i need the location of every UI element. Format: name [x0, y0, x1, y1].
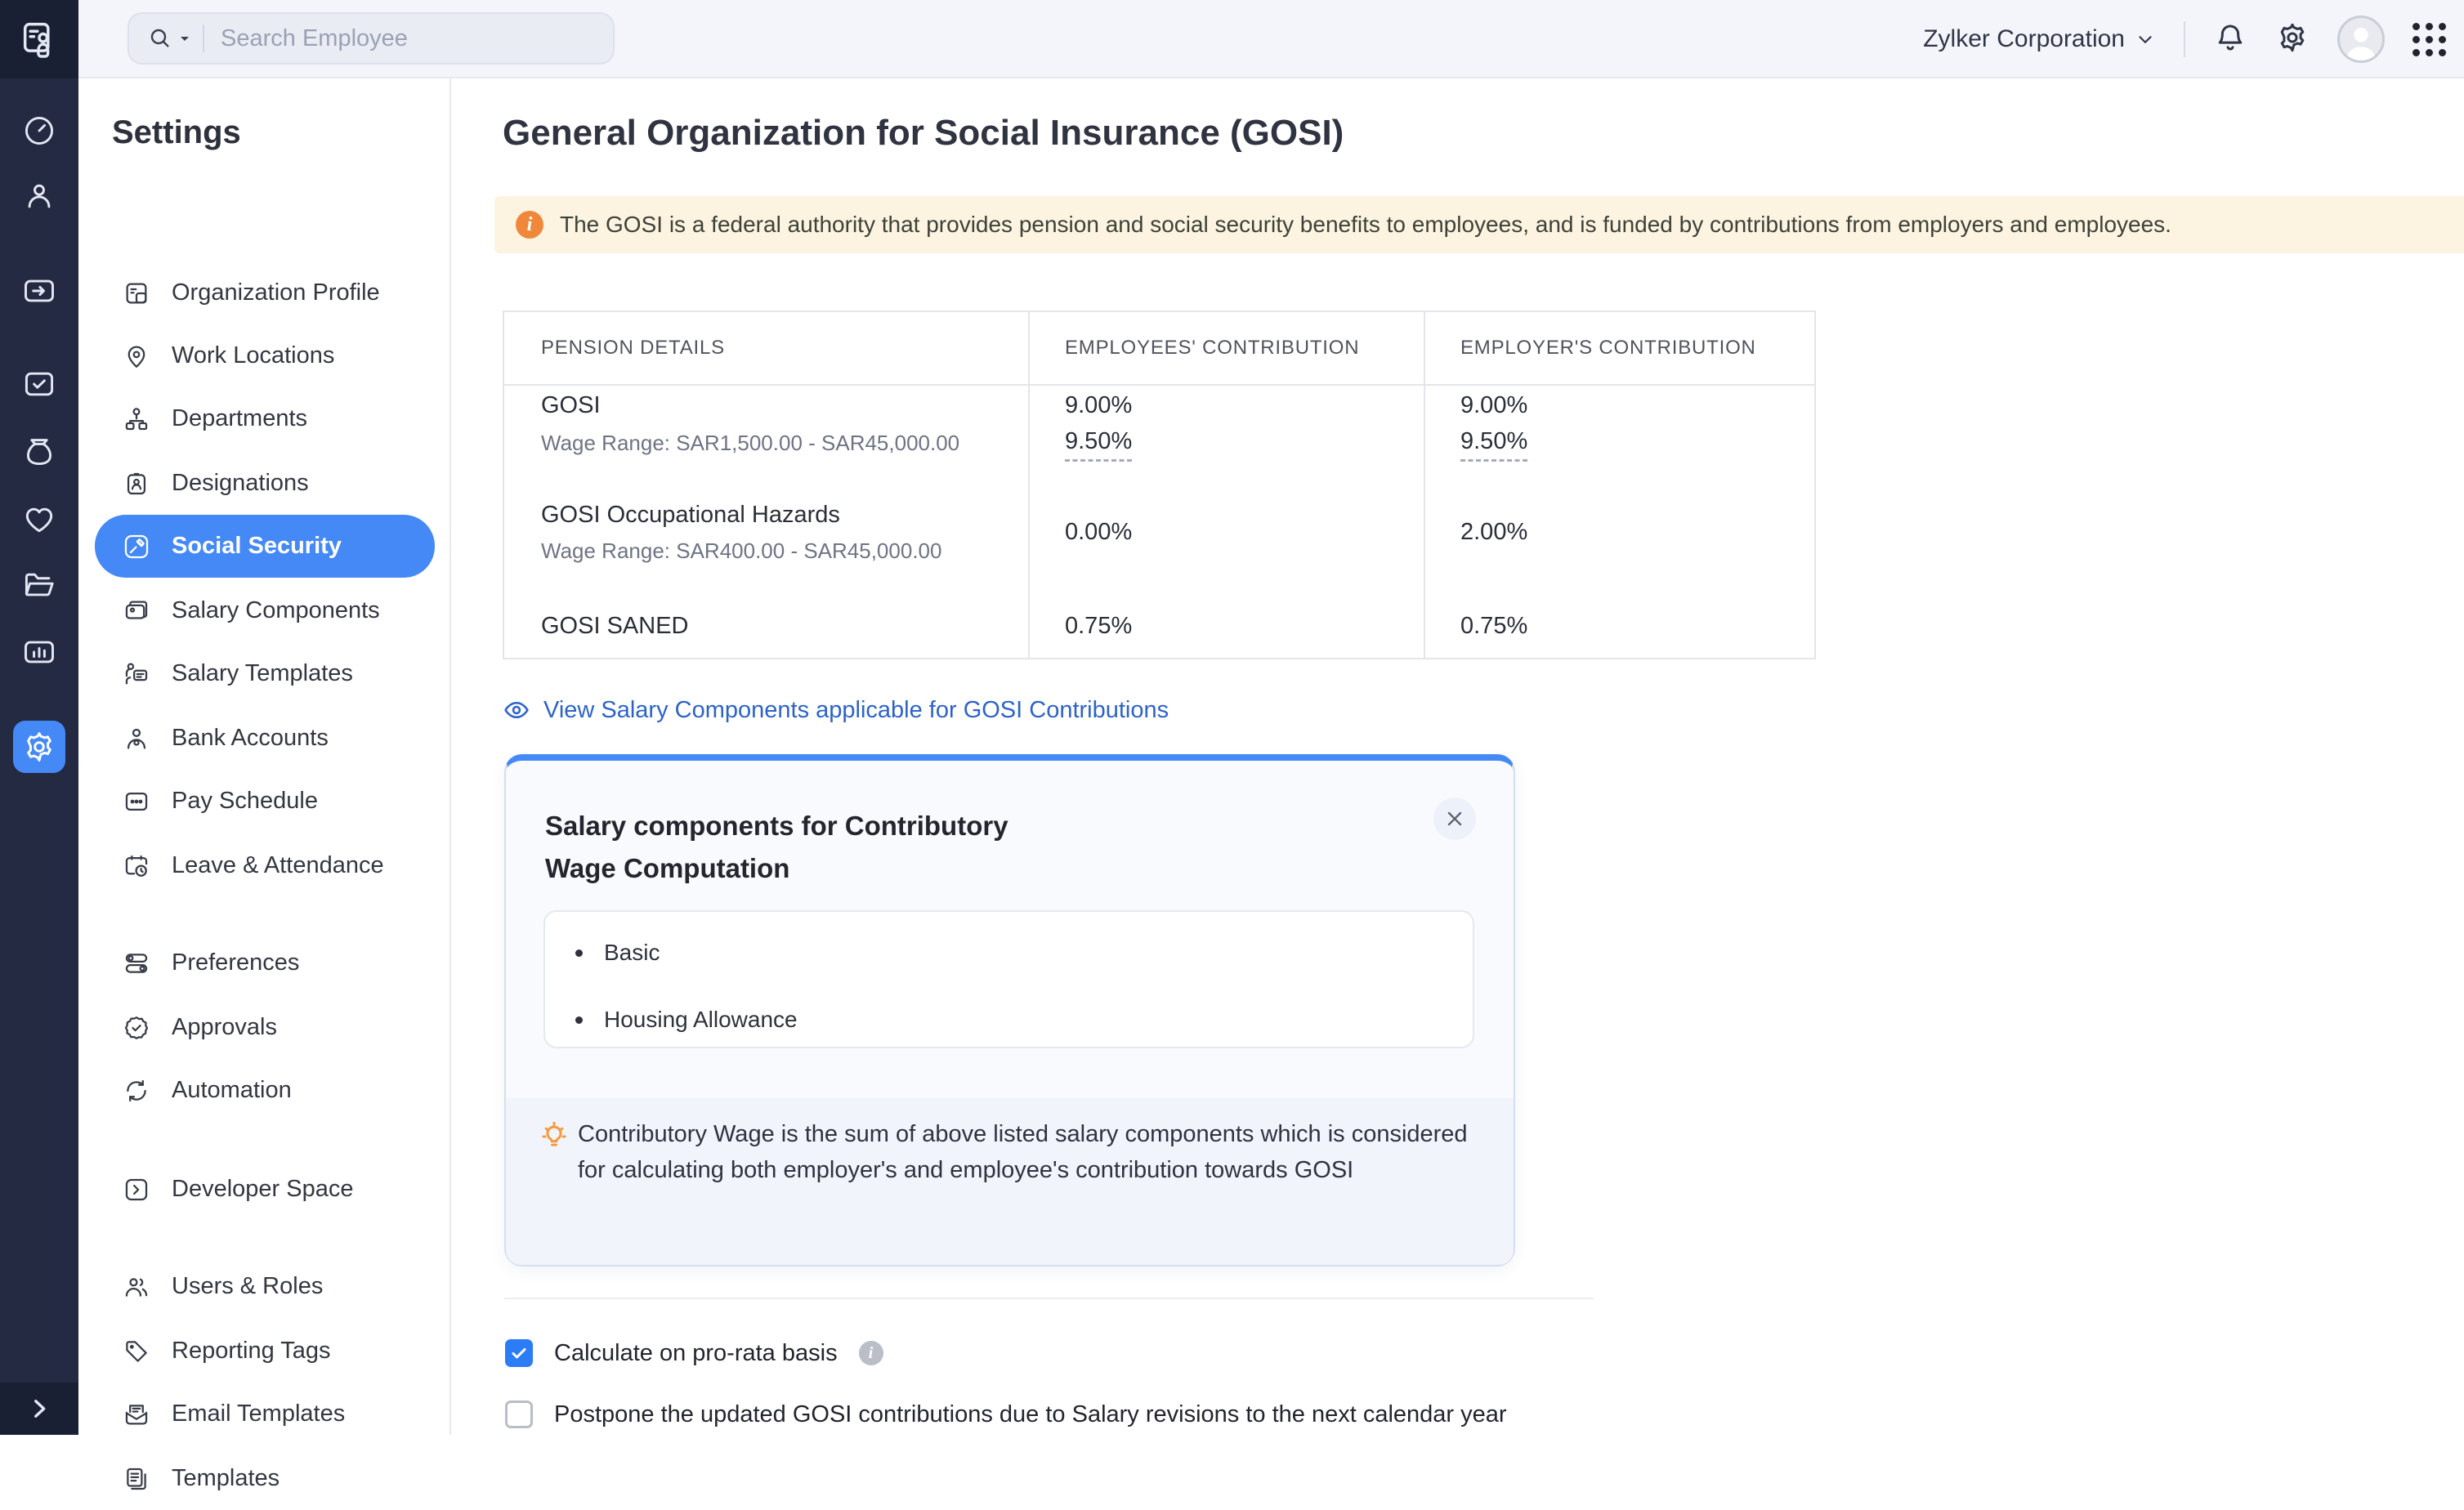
search-divider [203, 25, 204, 52]
gosi-table [503, 310, 1816, 659]
component-item: Basic [575, 940, 660, 966]
menu-item-leave-attendance[interactable]: Leave & Attendance [95, 834, 435, 897]
search-scope-caret-icon[interactable] [178, 32, 191, 45]
col-header-employees-contribution: EMPLOYEES' CONTRIBUTION [1065, 337, 1360, 359]
page-title: General Organization for Social Insurance (GOSI) [503, 113, 1344, 153]
main-content [451, 78, 2464, 1435]
menu-item-email-templates[interactable]: Email Templates [95, 1383, 435, 1445]
salary-components-popup [504, 754, 1515, 1267]
gosi-employee-rate: 9.00% [1065, 392, 1133, 418]
bullet [575, 949, 583, 957]
settings-panel [78, 78, 451, 1491]
menu-item-designations[interactable]: Designations [95, 452, 435, 515]
gosi-employee-rate-updated[interactable]: 9.50% [1065, 428, 1132, 455]
app-logo[interactable] [0, 0, 78, 78]
close-icon [1443, 807, 1466, 830]
avatar-silhouette-icon [2341, 20, 2381, 60]
view-salary-components-link[interactable]: View Salary Components applicable for GOSI Contributions [503, 696, 1169, 724]
col-header-pension-details: PENSION DETAILS [541, 337, 725, 359]
menu-item-salary-components[interactable]: Salary Components [95, 579, 435, 642]
row-hazards-name: GOSI Occupational Hazards [541, 502, 840, 528]
row-saned-name: GOSI SANED [541, 613, 689, 639]
employees-icon[interactable] [20, 176, 59, 216]
hierarchy-icon [123, 405, 150, 433]
menu-item-organization-profile[interactable]: Organization Profile [95, 261, 435, 324]
row-gosi-wage-range: Wage Range: SAR1,500.00 - SAR45,000.00 [541, 431, 960, 455]
person-coin-icon [123, 725, 150, 753]
reports-icon[interactable] [20, 632, 59, 672]
hazards-employer-rate: 2.00% [1460, 519, 1528, 545]
expand-chevron-icon[interactable] [25, 1395, 53, 1423]
app-rail [0, 0, 78, 1435]
saned-employee-rate: 0.75% [1065, 613, 1133, 639]
close-button[interactable] [1433, 797, 1476, 840]
menu-item-templates[interactable]: Templates [95, 1447, 435, 1510]
gosi-employer-rate: 9.00% [1460, 392, 1528, 418]
pro-rata-label: Calculate on pro-rata basis [554, 1339, 838, 1366]
payroll-money-bag-icon[interactable] [20, 433, 59, 472]
menu-item-bank-accounts[interactable]: Bank Accounts [95, 707, 435, 770]
saned-employer-rate: 0.75% [1460, 613, 1528, 639]
note-text: Contributory Wage is the sum of above listed salary components which is considered for calculating both employer's and employee's contribution towards GOSI [578, 1121, 1468, 1183]
info-icon: i [516, 211, 543, 239]
tag-icon [123, 1338, 150, 1365]
building-icon [123, 279, 150, 307]
dev-console-icon [123, 1176, 150, 1204]
employee-search [127, 12, 615, 65]
pro-rata-row [505, 1339, 883, 1367]
calendar-dots-icon [123, 788, 150, 815]
apps-grid-icon[interactable] [2413, 23, 2446, 56]
pay-runs-icon[interactable] [20, 271, 59, 310]
settings-icon[interactable] [13, 721, 65, 773]
gear-icon[interactable] [2275, 20, 2310, 59]
chevron-down-icon [2135, 29, 2156, 50]
wallet-icon [123, 597, 150, 625]
menu-item-pay-schedule[interactable]: Pay Schedule [95, 770, 435, 833]
check-icon [509, 1343, 529, 1363]
popup-title: Salary components for Contributory Wage Computation [545, 811, 1008, 883]
sync-icon [123, 1077, 150, 1105]
id-badge-icon [123, 470, 150, 498]
components-list-card [543, 910, 1474, 1048]
postpone-row [505, 1401, 1507, 1428]
eye-icon [503, 696, 530, 724]
menu-item-approvals[interactable]: Approvals [95, 996, 435, 1059]
postpone-checkbox[interactable] [505, 1401, 533, 1428]
menu-item-automation[interactable]: Automation [95, 1059, 435, 1122]
info-banner [494, 196, 2464, 253]
gosi-employer-rate-updated[interactable]: 9.50% [1460, 428, 1527, 455]
map-pin-icon [123, 342, 150, 370]
person-card-icon [123, 660, 150, 688]
calendar-clock-icon [123, 852, 150, 880]
topbar-separator [2184, 21, 2185, 57]
postpone-label: Postpone the updated GOSI contributions due to Salary revisions to the next calendar year [554, 1401, 1507, 1427]
menu-item-developer-space[interactable]: Developer Space [95, 1158, 435, 1221]
bullet [575, 1016, 583, 1024]
user-avatar[interactable] [2337, 16, 2385, 63]
row-gosi-name: GOSI [541, 392, 601, 418]
org-switcher[interactable] [1923, 25, 2156, 53]
hazards-employee-rate: 0.00% [1065, 519, 1133, 545]
section-divider [504, 1298, 1594, 1299]
table-column-divider [1424, 312, 1425, 658]
menu-item-departments[interactable]: Departments [95, 387, 435, 450]
menu-item-work-locations[interactable]: Work Locations [95, 324, 435, 387]
documents-folder-icon[interactable] [20, 565, 59, 605]
table-column-divider [1028, 312, 1030, 658]
info-banner-text: The GOSI is a federal authority that provides pension and social security benefits to employees, and is funded by contributions from employers and employees. [560, 212, 2171, 237]
gavel-icon [123, 533, 150, 561]
menu-item-reporting-tags[interactable]: Reporting Tags [95, 1320, 435, 1383]
users-icon [123, 1273, 150, 1301]
topbar [78, 0, 2464, 78]
settings-title: Settings [112, 114, 241, 150]
sliders-icon [123, 949, 150, 977]
payroll-app-icon [18, 18, 60, 60]
menu-item-social-security[interactable]: Social Security [95, 515, 435, 578]
doc-stack-icon [123, 1465, 150, 1493]
table-header-divider [504, 384, 1814, 386]
menu-item-users-roles[interactable]: Users & Roles [95, 1255, 435, 1318]
mail-doc-icon [123, 1401, 150, 1428]
badge-check-icon [123, 1014, 150, 1042]
component-item: Housing Allowance [575, 1007, 798, 1033]
benefits-heart-icon[interactable] [20, 500, 59, 539]
collapse-rail-strip [0, 1383, 78, 1435]
approvals-task-icon[interactable] [20, 364, 59, 404]
search-input[interactable] [221, 25, 531, 52]
lightbulb-icon [537, 1119, 571, 1154]
menu-item-preferences[interactable]: Preferences [95, 931, 435, 994]
dashboard-icon[interactable] [20, 111, 59, 150]
row-hazards-wage-range: Wage Range: SAR400.00 - SAR45,000.00 [541, 538, 942, 563]
pro-rata-info-icon[interactable]: i [859, 1341, 883, 1365]
contributory-wage-note [506, 1098, 1514, 1265]
search-icon[interactable] [147, 25, 173, 51]
col-header-employers-contribution: EMPLOYER'S CONTRIBUTION [1460, 337, 1756, 359]
org-name: Zylker Corporation [1923, 25, 2125, 52]
pro-rata-checkbox[interactable] [505, 1339, 533, 1367]
menu-item-salary-templates[interactable]: Salary Templates [95, 642, 435, 705]
notifications-bell-icon[interactable] [2213, 20, 2247, 59]
